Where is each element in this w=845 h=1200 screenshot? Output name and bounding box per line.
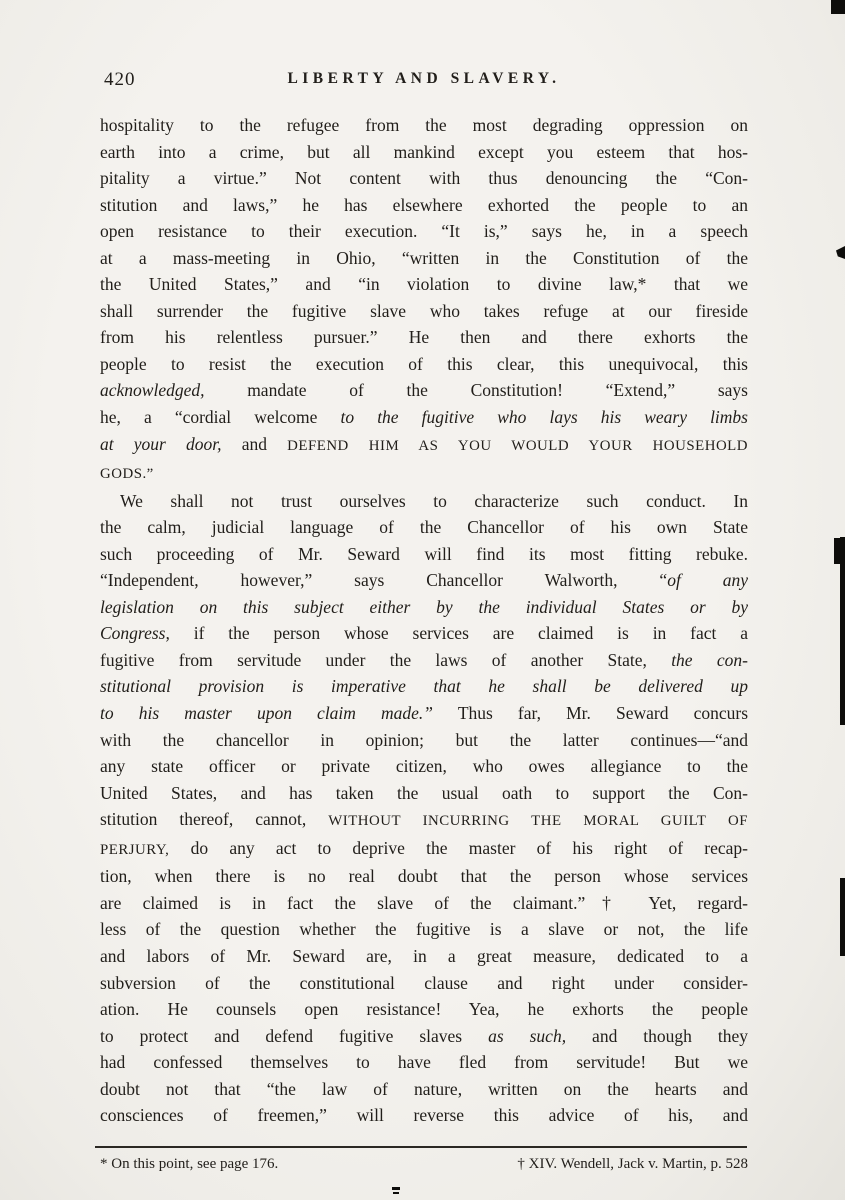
plain-text: to protect and defend fugitive slaves bbox=[100, 1025, 489, 1046]
plain-text: are claimed is in fact the slave of the claimant.”† Yet, regard- bbox=[100, 892, 748, 913]
italic-text: to the fugitive who lays his weary limbs bbox=[340, 407, 748, 428]
text-line bbox=[100, 377, 748, 404]
text-line bbox=[100, 139, 748, 166]
plain-text: doubt not that “the law of nature, written on the hearts and bbox=[100, 1078, 748, 1099]
text-line bbox=[100, 514, 748, 541]
text-line bbox=[100, 996, 748, 1023]
plain-text: consciences of freemen,” will reverse this advice of his, and bbox=[100, 1105, 748, 1126]
plain-text: less of the question whether the fugitive is a slave or not, the life bbox=[100, 919, 748, 940]
text-line bbox=[100, 1076, 748, 1103]
plain-text: fugitive from servitude under the laws of another State, bbox=[100, 649, 672, 670]
running-header: LIBERTY AND SLAVERY. bbox=[287, 70, 561, 87]
text-line bbox=[100, 1102, 748, 1129]
small-caps-text: PERJURY, bbox=[100, 841, 170, 858]
text-line bbox=[100, 806, 748, 835]
text-line bbox=[100, 727, 748, 754]
plain-text: the United States,” and “in violation to divine law,* that we bbox=[100, 274, 748, 295]
plain-text: United States, and has taken the usual oath to support the Con- bbox=[100, 782, 748, 803]
plain-text: at a mass-meeting in Ohio, “written in the Constitution of the bbox=[100, 247, 748, 268]
paragraph bbox=[100, 488, 748, 1129]
plain-text: hospitality to the refugee from the most degrading oppression on bbox=[100, 115, 748, 135]
plain-text: open resistance to their execution. “It is,” says he, in a speech bbox=[100, 221, 748, 242]
small-caps-text: DEFEND HIM AS YOU WOULD YOUR HOUSEHOLD bbox=[287, 437, 748, 454]
text-line bbox=[100, 165, 748, 192]
plain-text: people to resist the execution of this clear, this unequivocal, this bbox=[100, 353, 748, 374]
text-line bbox=[100, 324, 748, 351]
text-line bbox=[100, 192, 748, 219]
plain-text: earth into a crime, but all mankind except you esteem that hos- bbox=[100, 141, 748, 162]
text-line bbox=[100, 112, 748, 139]
italic-text: at your door, bbox=[100, 433, 222, 454]
text-line bbox=[100, 567, 748, 594]
text-line bbox=[100, 890, 748, 917]
plain-text: stitution thereof, cannot, bbox=[100, 809, 329, 830]
scan-artifact-bar-upper bbox=[840, 537, 845, 725]
italic-text: of any bbox=[667, 570, 748, 591]
scan-artifact-bar-lower bbox=[840, 878, 845, 956]
footnote-left: * On this point, see page 176. bbox=[100, 1156, 279, 1172]
plain-text: from his relentless pursuer.” He then and there exhorts the bbox=[100, 327, 748, 348]
text-line bbox=[100, 1023, 748, 1050]
text-line bbox=[100, 594, 748, 621]
text-line bbox=[100, 431, 748, 460]
text-line bbox=[100, 271, 748, 298]
text-line bbox=[100, 753, 748, 780]
plain-text: mandate of the Constitution! “Extend,” says bbox=[204, 380, 748, 401]
plain-text: and though they bbox=[566, 1025, 748, 1046]
plain-text: subversion of the constitutional clause and right under consider- bbox=[100, 972, 748, 993]
italic-text: Congress, bbox=[100, 623, 170, 644]
page-number: 420 bbox=[104, 69, 136, 90]
plain-text: We shall not trust ourselves to characterize such conduct. In bbox=[120, 490, 748, 511]
plain-text: do any act to deprive the master of his right of recap- bbox=[169, 837, 748, 858]
text-line bbox=[100, 780, 748, 807]
italic-text: the con- bbox=[671, 649, 748, 670]
plain-text: such proceeding of Mr. Seward will find its most fitting rebuke. bbox=[100, 543, 748, 564]
text-line bbox=[100, 459, 748, 488]
footnote-right: † XIV. Wendell, Jack v. Martin, p. 528 bbox=[517, 1156, 748, 1172]
italic-text: stitutional provision is imperative that he shall be delivered up bbox=[100, 676, 748, 697]
text-line bbox=[100, 245, 748, 272]
text-line bbox=[100, 700, 748, 727]
scan-artifact-bottom-mark bbox=[393, 1192, 399, 1194]
small-caps-text: GODS.” bbox=[100, 466, 154, 483]
plain-text: stitution and laws,” he has elsewhere exhorted the people to an bbox=[100, 194, 748, 215]
text-line bbox=[100, 218, 748, 245]
text-line bbox=[100, 1049, 748, 1076]
plain-text: ation. He counsels open resistance! Yea, he exhorts the people bbox=[100, 999, 748, 1020]
plain-text: and bbox=[221, 433, 288, 454]
plain-text: Thus far, Mr. Seward concurs bbox=[433, 703, 748, 724]
scan-artifact-edge-mark bbox=[836, 246, 845, 259]
scan-artifact-bar-blob bbox=[834, 538, 845, 564]
italic-text: as such, bbox=[488, 1025, 567, 1046]
text-line bbox=[100, 970, 748, 997]
italic-text: to his master upon claim made.” bbox=[100, 703, 434, 724]
plain-text: had confessed themselves to have fled from servitude! But we bbox=[100, 1052, 748, 1073]
page-header bbox=[100, 66, 748, 92]
paragraph bbox=[100, 112, 748, 488]
small-caps-text: WITHOUT INCURRING THE MORAL GUILT OF bbox=[328, 813, 748, 830]
plain-text: tion, when there is no real doubt that the person whose services bbox=[100, 866, 748, 887]
text-line bbox=[100, 404, 748, 431]
italic-text: legislation on this subject either by the individual States or by bbox=[100, 596, 748, 617]
scan-artifact-bottom-mark bbox=[392, 1187, 400, 1190]
text-line bbox=[100, 916, 748, 943]
text-line bbox=[100, 863, 748, 890]
body-text bbox=[100, 112, 748, 1129]
text-line bbox=[100, 541, 748, 568]
plain-text: with the chancellor in opinion; but the latter continues—“and bbox=[100, 729, 748, 750]
text-line bbox=[100, 351, 748, 378]
plain-text: the calm, judicial language of the Chancellor of his own State bbox=[100, 517, 748, 538]
text-line bbox=[100, 620, 748, 647]
plain-text: he, a “cordial welcome bbox=[100, 407, 341, 428]
text-line bbox=[100, 673, 748, 700]
plain-text: shall surrender the fugitive slave who takes refuge at our fireside bbox=[100, 300, 748, 321]
text-line bbox=[100, 298, 748, 325]
scan-artifact-corner bbox=[831, 0, 845, 14]
plain-text: pitality a virtue.” Not content with thus denouncing the “Con- bbox=[100, 168, 748, 189]
text-line bbox=[100, 943, 748, 970]
plain-text: if the person whose services are claimed is in fact a bbox=[169, 623, 748, 644]
plain-text: any state officer or private citizen, who owes allegiance to the bbox=[100, 756, 748, 777]
footnote-rule bbox=[95, 1146, 747, 1148]
text-line bbox=[100, 647, 748, 674]
plain-text: “Independent, however,” says Chancellor Walworth, “ bbox=[100, 570, 668, 591]
footnotes bbox=[100, 1156, 748, 1173]
text-line bbox=[100, 835, 748, 864]
plain-text: and labors of Mr. Seward are, in a great measure, dedicated to a bbox=[100, 945, 748, 966]
text-line bbox=[100, 488, 748, 515]
italic-text: acknowledged, bbox=[100, 380, 205, 401]
